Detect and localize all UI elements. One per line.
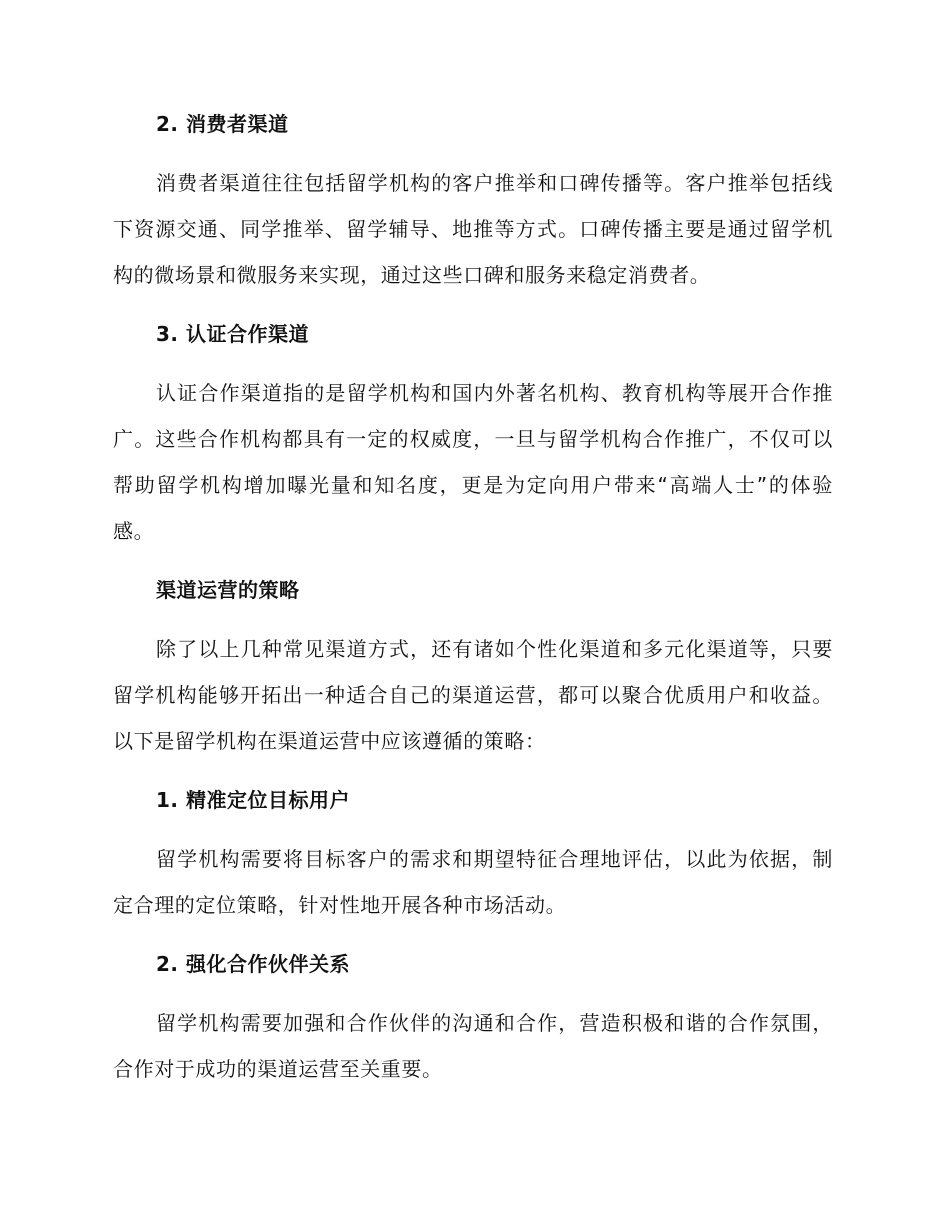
section-body-certified-partner-channel: 认证合作渠道指的是留学机构和国内外著名机构、教育机构等展开合作推广。这些合作机构都具有一定的权威度，一旦与留学机构合作推广，不仅可以帮助留学机构增加曝光量和知名度，更是为定向用户带来“高端人士”的体验感。 [113, 381, 833, 543]
section-body-consumer-channel: 消费者渠道往往包括留学机构的客户推举和口碑传播等。客户推举包括线下资源交通、同学推举、留学辅导、地推等方式。口碑传播主要是通过留学机构的微场景和微服务来实现，通过这些口碑和服务来稳定消费者。 [113, 171, 833, 287]
document-page [113, 108, 833, 1112]
section-body-channel-strategy: 除了以上几种常见渠道方式，还有诸如个性化渠道和多元化渠道等，只要留学机构能够开拓出一种适合自己的渠道运营，都可以聚合优质用户和收益。以下是留学机构在渠道运营中应该遵循的策略： [113, 637, 833, 753]
section-heading-target-users: 1. 精准定位目标用户 [156, 788, 350, 812]
section-heading-consumer-channel: 2. 消费者渠道 [156, 112, 289, 136]
section-heading-channel-strategy: 渠道运营的策略 [156, 578, 300, 602]
section-body-target-users: 留学机构需要将目标客户的需求和期望特征合理地评估，以此为依据，制定合理的定位策略，针对性地开展各种市场活动。 [113, 847, 833, 917]
section-body-partner-relations: 留学机构需要加强和合作伙伴的沟通和合作，营造积极和谐的合作氛围，合作对于成功的渠道运营至关重要。 [113, 1011, 833, 1081]
section-heading-partner-relations: 2. 强化合作伙伴关系 [156, 952, 350, 976]
section-heading-certified-partner-channel: 3. 认证合作渠道 [156, 322, 309, 346]
